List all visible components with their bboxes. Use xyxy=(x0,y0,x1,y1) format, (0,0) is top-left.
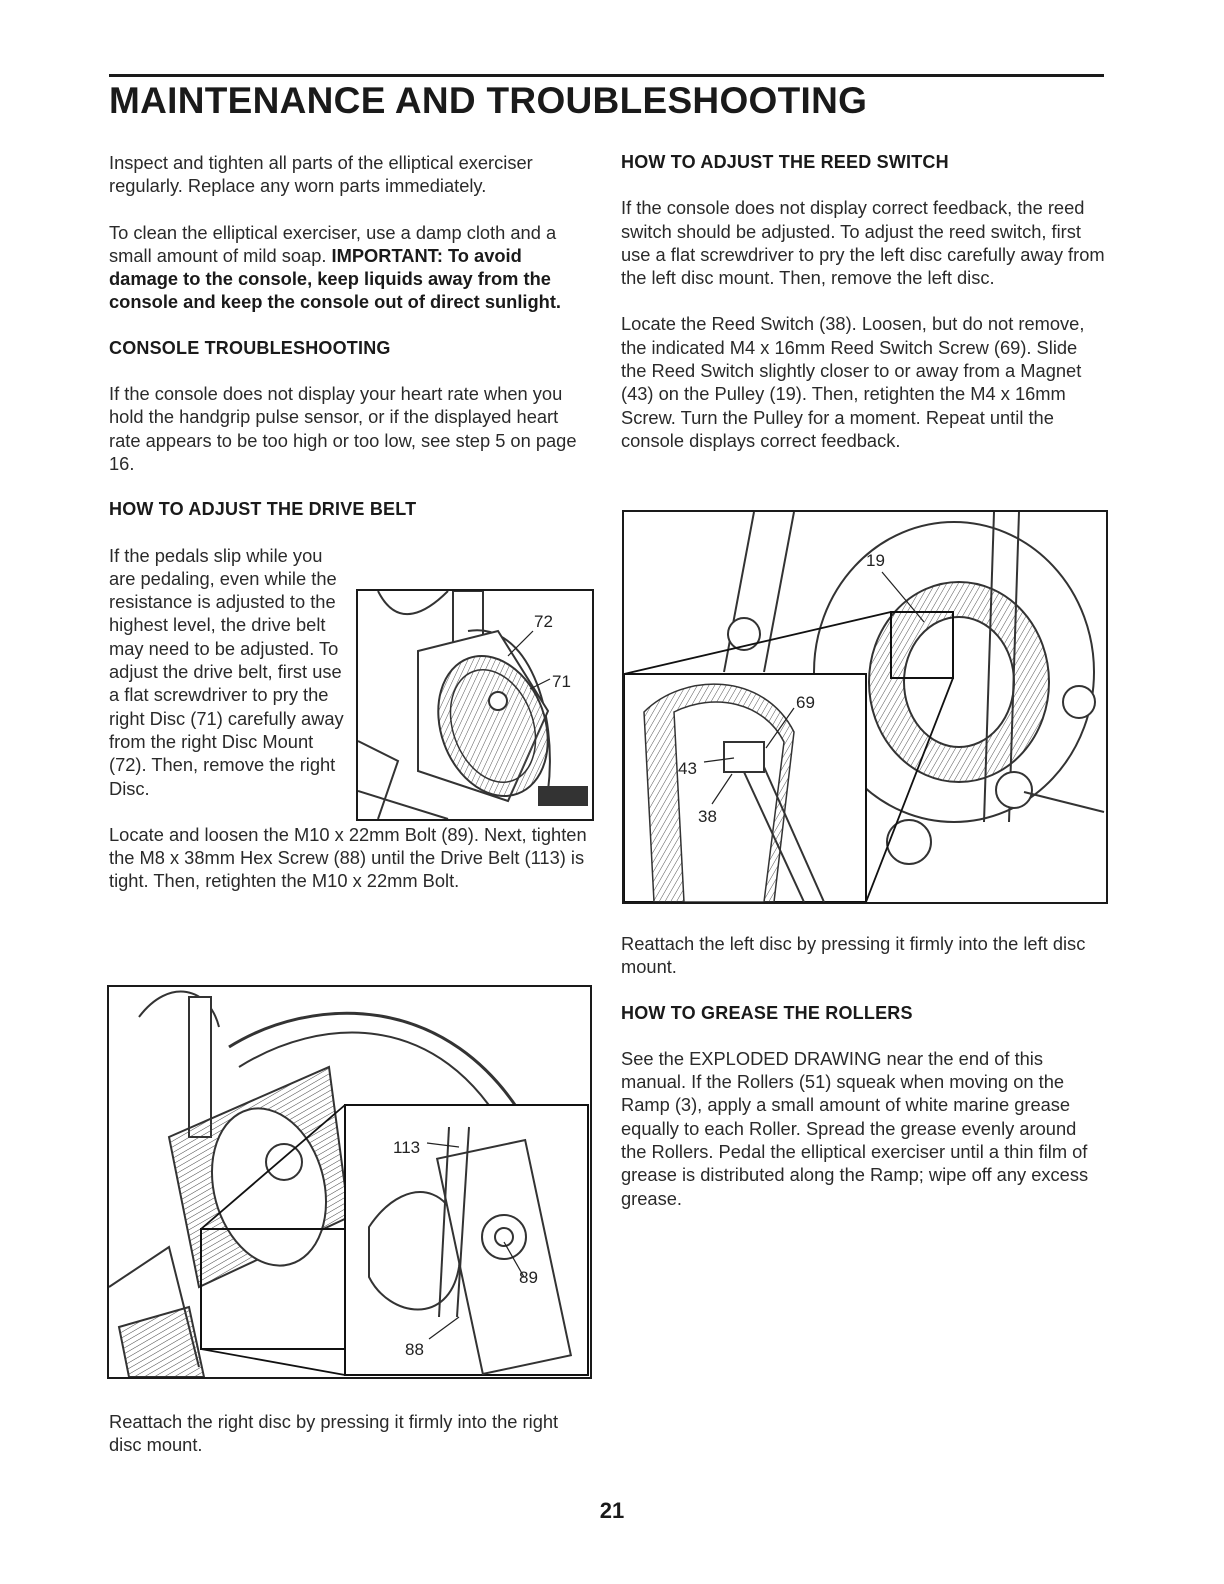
drive-belt-heading: HOW TO ADJUST THE DRIVE BELT xyxy=(109,499,417,520)
callout-72: 72 xyxy=(534,612,553,631)
callout-38: 38 xyxy=(698,807,717,826)
callout-19: 19 xyxy=(866,551,885,570)
right-column-lower xyxy=(621,932,1106,1233)
drive-belt-paragraph-2: Locate and loosen the M10 x 22mm Bolt (89). Next, tighten the M8 x 38mm Hex Screw (88) until the Drive Belt (113) is tight. Then, retighten the M10 x 22mm Bolt. xyxy=(109,823,587,892)
callout-89: 89 xyxy=(519,1268,538,1287)
drive-belt-paragraph-3: Reattach the right disc by pressing it firmly into the right disc mount. xyxy=(109,1411,559,1456)
cleaning-important: IMPORTANT: To avoid damage to the console, keep liquids away from the console and keep the console out of direct sunlight. xyxy=(109,244,562,313)
callout-43: 43 xyxy=(678,759,697,778)
callout-113: 113 xyxy=(393,1138,421,1157)
grease-heading: HOW TO GREASE THE ROLLERS xyxy=(621,1002,913,1023)
reed-illustration xyxy=(624,512,1106,902)
right-column xyxy=(621,151,1106,475)
disc-figure xyxy=(356,589,594,821)
callout-88: 88 xyxy=(405,1340,424,1359)
reed-switch-paragraph: If the console does not display correct feedback, the reed switch should be adjusted. To adjust the reed switch, first use a flat screwdriver to pry the left disc carefully away from the left disc mount. Then, remove the left disc. xyxy=(621,197,1105,289)
disc-illustration xyxy=(358,591,592,819)
page-title: MAINTENANCE AND TROUBLESHOOTING xyxy=(109,80,868,121)
grease-paragraph: See the EXPLODED DRAWING near the end of this manual. If the Rollers (51) squeak when moving on the Ramp (3), apply a small amount of white marine grease equally to each Roller. Spread the grease evenly around the Rollers. Pedal the elliptical exerciser until a thin film of grease is distributed along the Ramp; wipe off any excess grease. xyxy=(621,1047,1089,1209)
belt-illustration xyxy=(109,987,590,1377)
drive-belt-paragraph: If the pedals slip while you are pedaling, even while the resistance is adjusted to the highest level, the drive belt may need to be adjusted. To adjust the drive belt, first use a flat screwdriver to pry the right Disc (71) carefully away from the right Disc Mount (72). Then, remove the right Disc. xyxy=(109,544,344,799)
reed-switch-paragraph-2: Locate the Reed Switch (38). Loosen, but do not remove, the indicated M4 x 16mm Reed Switch Screw (69). Slide the Reed Switch slightly closer to or away from a Magnet (43) on the Pulley (19). Then, retighten the M4 x 16mm Screw. Turn the Pulley for a moment. Repeat until the console displays correct feedback. xyxy=(621,313,1085,451)
title-rule xyxy=(109,74,1104,77)
reed-switch-heading: HOW TO ADJUST THE REED SWITCH xyxy=(621,152,949,172)
belt-figure xyxy=(107,985,592,1379)
callout-69: 69 xyxy=(796,693,815,712)
cleaning-paragraph xyxy=(109,221,594,314)
reed-figure xyxy=(622,510,1108,904)
callout-71: 71 xyxy=(552,672,571,691)
console-heading: CONSOLE TROUBLESHOOTING xyxy=(109,337,391,358)
page-number: 21 xyxy=(599,1498,625,1523)
console-paragraph: If the console does not display your heart rate when you hold the handgrip pulse sensor, or if the displayed heart rate appears to be too high or too low, see step 5 on page 16. xyxy=(109,383,577,474)
cleaning-text: To clean the elliptical exerciser, use a damp cloth and a small amount of mild soap. xyxy=(109,221,557,266)
reed-switch-paragraph-3: Reattach the left disc by pressing it firmly into the left disc mount. xyxy=(621,933,1086,978)
intro-paragraph: Inspect and tighten all parts of the elliptical exerciser regularly. Replace any worn parts immediately. xyxy=(109,152,533,197)
